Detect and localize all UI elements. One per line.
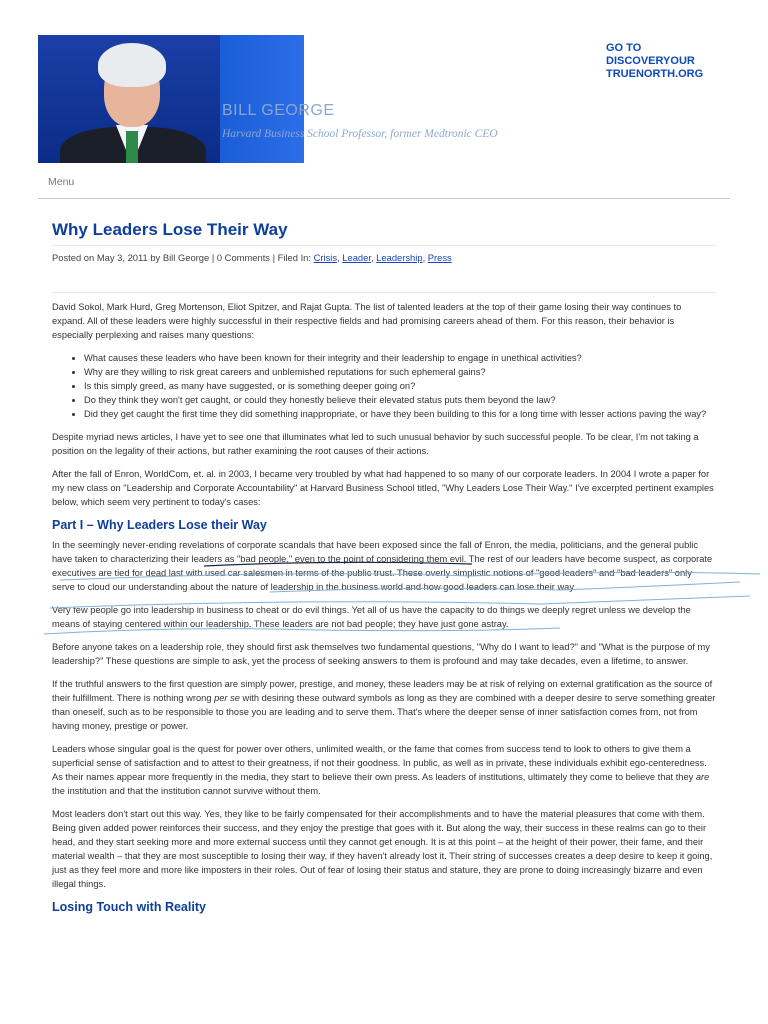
paragraph-very-few: Very few people go into leadership in business to cheat or do evil things. Yet all of us have the capacity to do things we deeply regret unless we develop the means of staying centered within our leadership. These leaders are not bad people; they have just gone astray. [52, 605, 691, 629]
paragraph-before: Before anyone takes on a leadership role, they should first ask themselves two fundamental questions, "Why do I want to lead?" and "What is the purpose of my leadership?" These questions are simple to ask, yet the process of seeking answers to them is profound and may take decades, even a lifetime, to answer. [52, 642, 710, 666]
go-to-truenorth-link[interactable] [606, 42, 703, 81]
goto-line: DISCOVERYOUR [606, 55, 695, 67]
category-link-crisis[interactable]: Crisis [313, 252, 338, 263]
site-title[interactable]: BILL GEORGE [222, 102, 335, 119]
header-banner [38, 35, 304, 163]
intro-paragraph: David Sokol, Mark Hurd, Greg Mortenson, Eliot Spitzer, and Rajat Gupta. The list of talented leaders at the top of their game losing their way continues to expand. All of these leaders were highly successful in their respective fields and had promising careers ahead of them. For this reason, their behavior is especially perplexing and raises many questions: [52, 302, 682, 340]
section-heading-losing-touch: Losing Touch with Reality [52, 900, 206, 914]
list-item: • What causes these leaders who have been known for their integrity and their leadership to engage in unethical activities? [84, 351, 716, 365]
list-item: • Did they get caught the first time they did something inappropriate, or have they been building to this for a long time with lesser actions paving the way? [84, 407, 716, 421]
paragraph-most-leaders: Most leaders don't start out this way. Yes, they like to be fairly compensated for their accomplishments and to have the material pleasures that come with them. Being given added power reinforces their success, and they enjoy the prestige that goes with it. But along the way, their success in these realms can go to their head, and they start seeking more and more external success until they cannot get enough. It is at this point – at the height of their power, their fame, and their material wealth – that they are most susceptible to losing their way, if they haven't already lost it. Their string of successes creates a deep desire to keep it going, just as they feel more and more like imposters in their roles. Out of fear of losing their status and stature, they are prone to doing increasingly bizarre and even illegal things. [52, 809, 713, 889]
paragraph-singular: Leaders whose singular goal is the quest for power over others, unlimited wealth, or the fame that comes from success tend to look to others to give them a superficial sense of satisfaction and to attest to their greatness, if not their goodness. In public, as well as in private, these individuals exhibit ego-centeredness. As their names appear more frequently in the media, they start to believe their own press. As leaders of institutions, ultimately they come to believe that they are the institution and that the institution cannot survive without them. [52, 744, 710, 796]
meta-divider-top [52, 245, 716, 246]
post-meta: Posted on May 3, 2011 by Bill George | 0 Comments | Filed In: Crisis, Leader, Leadership, Press [52, 252, 452, 263]
category-link-leader[interactable]: Leader [342, 252, 371, 263]
author-portrait [38, 35, 220, 163]
list-item: • Why are they willing to risk great careers and unblemished reputations for such ephemeral gains? [84, 365, 716, 379]
paragraph-part-1: In the seemingly never-ending revelations of corporate scandals that have been exposed since the fall of Enron, the media, politicians, and the general public have taken to characterizing their leaders as "bad people," even to the point of considering them evil. The rest of our leaders have become suspect, as corporate executives are tied for dead last with used car salesmen in terms of the public trust. These overly simplistic notions of "good leaders" and "bad leaders" only serve to cloud our understanding about the nature of leadership in the business world and how good leaders can lose their way. [52, 540, 713, 592]
list-item: • Do they think they won't get caught, or could they honestly believe their elevated status puts them beyond the law? [84, 393, 716, 407]
goto-line: GO TO [606, 42, 642, 54]
category-link-leadership[interactable]: Leadership [376, 252, 423, 263]
post-body [52, 300, 716, 920]
paragraph-despite: Despite myriad news articles, I have yet to see one that illuminates what led to such unusual behavior by such successful people. To be clear, I'm not taking a position on the legality of their actions, but rather examining the root causes of their actions. [52, 432, 699, 456]
category-link-press[interactable]: Press [427, 252, 452, 263]
menu-button[interactable]: Menu [48, 176, 75, 188]
paragraph-enron: After the fall of Enron, WorldCom, et. al. in 2003, I became very troubled by what had happened to so many of our corporate leaders. In 2004 I wrote a paper for my new class on "Leadership and Corporate Accountability" at Harvard Business School titled, "Why Leaders Lose Their Way." I've excerpted pertinent examples below, which seem very pertinent to today's cases: [52, 469, 714, 507]
meta-divider-bottom [52, 292, 716, 293]
list-item: • Is this simply greed, as many have suggested, or is something deeper going on? [84, 379, 716, 393]
post-title[interactable]: Why Leaders Lose Their Way [52, 220, 288, 239]
goto-line: TRUENORTH.ORG [606, 68, 704, 80]
post-meta-text: Posted on May 3, 2011 by Bill George | 0 Comments | Filed In: [52, 252, 311, 263]
site-tagline: Harvard Business School Professor, former Medtronic CEO [222, 128, 498, 140]
section-heading-part-1: Part I – Why Leaders Lose their Way [52, 518, 267, 532]
questions-list [52, 351, 716, 421]
nav-divider [38, 198, 730, 199]
paragraph-truthful: If the truthful answers to the first question are simply power, prestige, and money, these leaders may be at risk of relying on external gratification as the source of their fulfillment. There is nothing wrong per se with desiring these outward symbols as long as they are combined with a deeper desire to serve something greater than oneself, such as to be responsible to those you are leading and to serve them. That's where the deeper sense of inner satisfaction comes from, not from having money, prestige or power. [52, 679, 716, 731]
